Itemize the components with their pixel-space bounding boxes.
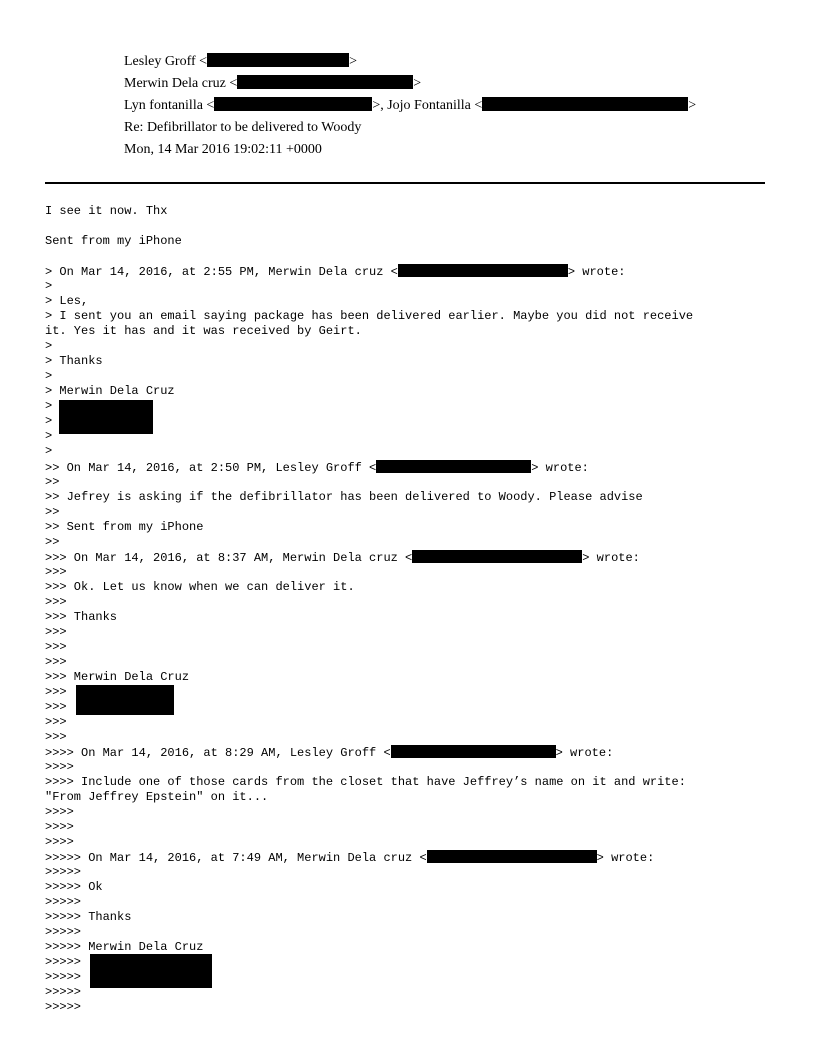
from-close: > (349, 54, 357, 69)
redaction-block (207, 53, 349, 67)
quote-line: >>>>> Ok (45, 880, 103, 894)
quote-line: >> (45, 505, 60, 519)
quote-header (45, 745, 613, 760)
cc-close: > (688, 98, 697, 113)
date-value: Mon, 14 Mar 2016 19:02:11 +0000 (124, 142, 322, 157)
quote-line: >>> (45, 715, 67, 729)
quote-line: >>> (45, 730, 67, 744)
body-line: I see it now. Thx (45, 204, 168, 218)
to-close: > (413, 76, 422, 91)
quote-line: >>>> (45, 820, 74, 834)
quote-line: > (45, 339, 53, 353)
quote-line: >>>>> (45, 865, 82, 879)
quote-line: >>>>> Merwin Dela Cruz (45, 940, 204, 954)
quote-line: >>>>> (45, 1000, 82, 1014)
quote-line: > Les, (45, 294, 89, 308)
quote-line: >>> (45, 700, 67, 714)
quote-line: >>> (45, 640, 67, 654)
quote-header-end: > wrote: (582, 551, 640, 565)
quote-header-end: > wrote: (596, 851, 655, 865)
redaction-block (214, 97, 372, 111)
subject-value: Re: Defibrillator to be delivered to Woody (124, 120, 362, 135)
cc-name-1: Lyn fontanilla < (124, 98, 215, 113)
redaction-block (398, 264, 568, 277)
quote-line: it. Yes it has and it was received by Geirt. (45, 324, 362, 338)
quote-line: >> (45, 475, 60, 489)
quote-line: > (45, 444, 53, 458)
quote-header-end: > wrote: (531, 461, 589, 475)
quote-line: >>> (45, 625, 67, 639)
quote-line: >>> (45, 685, 67, 699)
quote-line: >>> (45, 595, 67, 609)
quote-line: >> (45, 535, 60, 549)
quote-header-text: >>> On Mar 14, 2016, at 8:37 AM, Merwin Dela cruz < (45, 551, 413, 565)
to-name: Merwin Dela cruz < (124, 76, 238, 91)
signature-redaction (59, 400, 153, 434)
quote-line: >> Sent from my iPhone (45, 520, 204, 534)
quote-header-end: > wrote: (567, 265, 626, 279)
redaction-block (427, 850, 597, 863)
body-line: Sent from my iPhone (45, 234, 182, 248)
quote-header (45, 460, 589, 475)
signature-redaction (90, 954, 212, 988)
quote-line: > (45, 369, 53, 383)
quote-line: > I sent you an email saying package has been delivered earlier. Maybe you did not receive (45, 309, 694, 323)
cc-value (124, 96, 696, 116)
quote-line: >>> (45, 565, 67, 579)
quote-header-text: > On Mar 14, 2016, at 2:55 PM, Merwin Dela cruz < (45, 265, 398, 279)
quote-line: >> Jefrey is asking if the defibrillator has been delivered to Woody. Please advise (45, 490, 643, 504)
quote-line: > (45, 279, 53, 293)
quote-line: >>>>> (45, 955, 82, 969)
quote-line: >>> Thanks (45, 610, 118, 624)
cc-mid: >, Jojo Fontanilla < (372, 98, 483, 113)
quote-line: > Thanks (45, 354, 103, 368)
signature-redaction (76, 685, 174, 715)
quote-line: >>>> (45, 835, 74, 849)
redaction-block (391, 745, 556, 758)
redaction-block (237, 75, 413, 89)
quote-line: > Merwin Dela Cruz (45, 384, 175, 398)
from-name: Lesley Groff < (124, 54, 208, 69)
redaction-block (412, 550, 582, 563)
quote-line: > (45, 399, 53, 413)
quote-line: >>>>> Thanks (45, 910, 132, 924)
quote-header-end: > wrote: (555, 746, 614, 760)
from-value (124, 52, 357, 72)
quote-line: >>>>> (45, 985, 82, 999)
quote-header (45, 850, 654, 865)
quote-line: > (45, 429, 53, 443)
to-value (124, 74, 421, 94)
header-divider (45, 182, 765, 184)
quote-line: >>>> (45, 760, 74, 774)
quote-header (45, 550, 640, 565)
quote-line: >>>>> (45, 895, 82, 909)
redaction-block (482, 97, 688, 111)
quote-line: >>>>> (45, 925, 82, 939)
quote-line: >>>> (45, 805, 74, 819)
quote-header-text: >>>>> On Mar 14, 2016, at 7:49 AM, Merwin Dela cruz < (45, 851, 427, 865)
quote-line: >>> Ok. Let us know when we can deliver it. (45, 580, 355, 594)
quote-line: >>> (45, 655, 67, 669)
quote-line: >>>> Include one of those cards from the closet that have Jeffrey’s name on it and write: (45, 775, 686, 789)
quote-header-text: >>>> On Mar 14, 2016, at 8:29 AM, Lesley Groff < (45, 746, 391, 760)
quote-line: "From Jeffrey Epstein" on it... (45, 790, 269, 804)
quote-header (45, 264, 625, 279)
redaction-block (376, 460, 531, 473)
quote-line: >>> Merwin Dela Cruz (45, 670, 190, 684)
quote-header-text: >> On Mar 14, 2016, at 2:50 PM, Lesley Groff < (45, 461, 377, 475)
quote-line: > (45, 414, 53, 428)
quote-line: >>>>> (45, 970, 82, 984)
